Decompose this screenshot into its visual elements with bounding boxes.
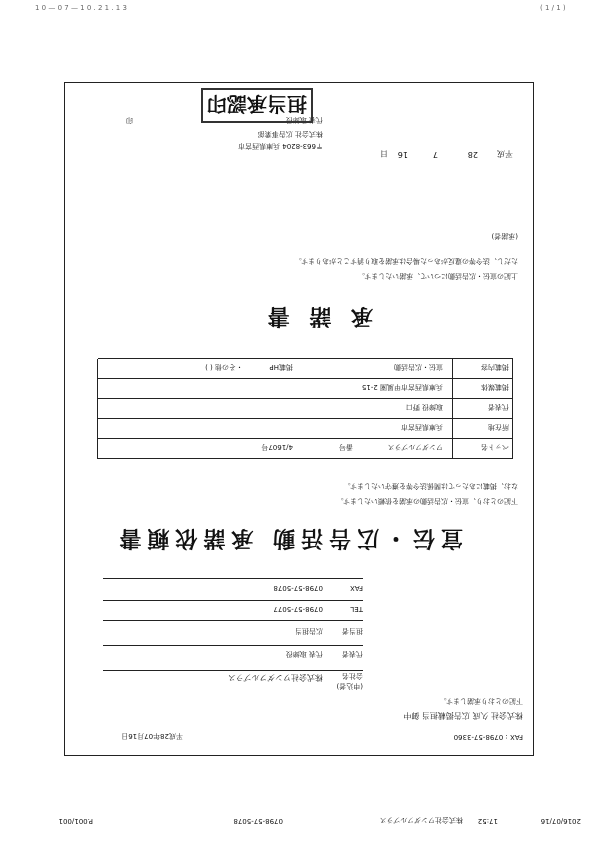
fax-page: P.001/001 [58,817,93,825]
row-value-2: 兵庫県西宮市 [401,423,443,431]
fax-number: 0798-57-5078 [233,817,283,825]
approval-month: 7 [432,150,438,159]
row-extra-label-1: 番号 [339,443,353,451]
applicant-company: 株式会社ワンダフルプラス [227,673,323,682]
approval-line-1: 上記の宣伝・広告活動について、承諾いたします。 [357,272,518,280]
applicant-fax-label: FAX [350,584,363,592]
era-date: 平成28年07月16日 [121,732,183,740]
approver-seal: 印 [126,116,133,124]
applicant-person: 広告担当 [295,627,323,635]
title-main: 宣伝・広告活動 承諾依頼書 [113,525,463,550]
row-label-4: 掲載媒体 [481,383,509,391]
title-sub: 承 諾 書 [261,303,373,328]
row-label-5: 掲載内容 [481,363,509,371]
fax-date: 2016/07/16 [540,817,581,825]
applicant-fax: 0798-57-5078 [273,584,323,592]
row-extra-1: 4/1607号 [261,443,293,451]
applicant-person-label: 担当者 [342,627,363,635]
approval-line-2: ただし、法令等の違反があった場合は承諾を取り消すことがあります。 [294,257,518,265]
recipient-company: 株式会社 久成 広告掲載担当 御中 [403,711,523,720]
approver-company: 株式会社 広告事業部 [257,130,323,138]
row-extra-5: ・その他 ( ) [205,363,243,371]
row-extra-label-5: 掲載HP [269,363,293,371]
row-label-1: ペット名 [481,443,509,451]
approval-day-label: 日 [380,149,388,158]
applicant-rep: 代表 取締役 [285,650,323,658]
fax-time: 17:52 [477,817,498,825]
top-edge-page: ( 1 / 1 ) [540,4,566,12]
approver-address: 〒663-8204 兵庫県西宮市 [238,142,323,150]
fax-sender: 株式会社ワンダフルプラス [379,816,463,824]
row-value-4: 兵庫県西宮市甲風園 2-15 [361,383,443,391]
approval-day: 16 [397,150,408,159]
applicant-section: (申込者) [336,682,363,690]
row-value-3: 取締役 野口 [405,403,443,411]
row-label-2: 所在地 [488,423,509,431]
row-value-5: 宣伝・広告活動 [394,363,443,371]
approval-stamp: 担当承認印 [201,88,313,123]
intro-line-2: なお、掲載にあたっては関係法令等を遵守いたします。 [343,482,518,490]
top-edge-text: 1 0 — 0 7 — 1 0 . 2 1 . 1 3 [35,4,127,12]
approval-era: 平成 [497,149,513,158]
intro-line-1: 下記のとおり、宣伝・広告活動の承諾を依頼いたします。 [336,497,518,505]
fax-line: FAX : 0798-57-3360 [453,733,523,741]
approval-year: 28 [467,150,478,159]
approval-section: (承諾者) [491,232,518,240]
applicant-tel-label: TEL [350,605,363,613]
applicant-company-label: 会社名 [342,672,363,680]
recipient-notice: 下記のとおり承諾します。 [439,697,523,705]
row-label-3: 代表者 [488,403,509,411]
applicant-tel: 0798-57-5077 [273,605,323,613]
approver-name: 代表 取締役 [285,116,323,124]
row-value-1: ワンダフルプラス [387,443,443,451]
applicant-rep-label: 代表者 [342,650,363,658]
